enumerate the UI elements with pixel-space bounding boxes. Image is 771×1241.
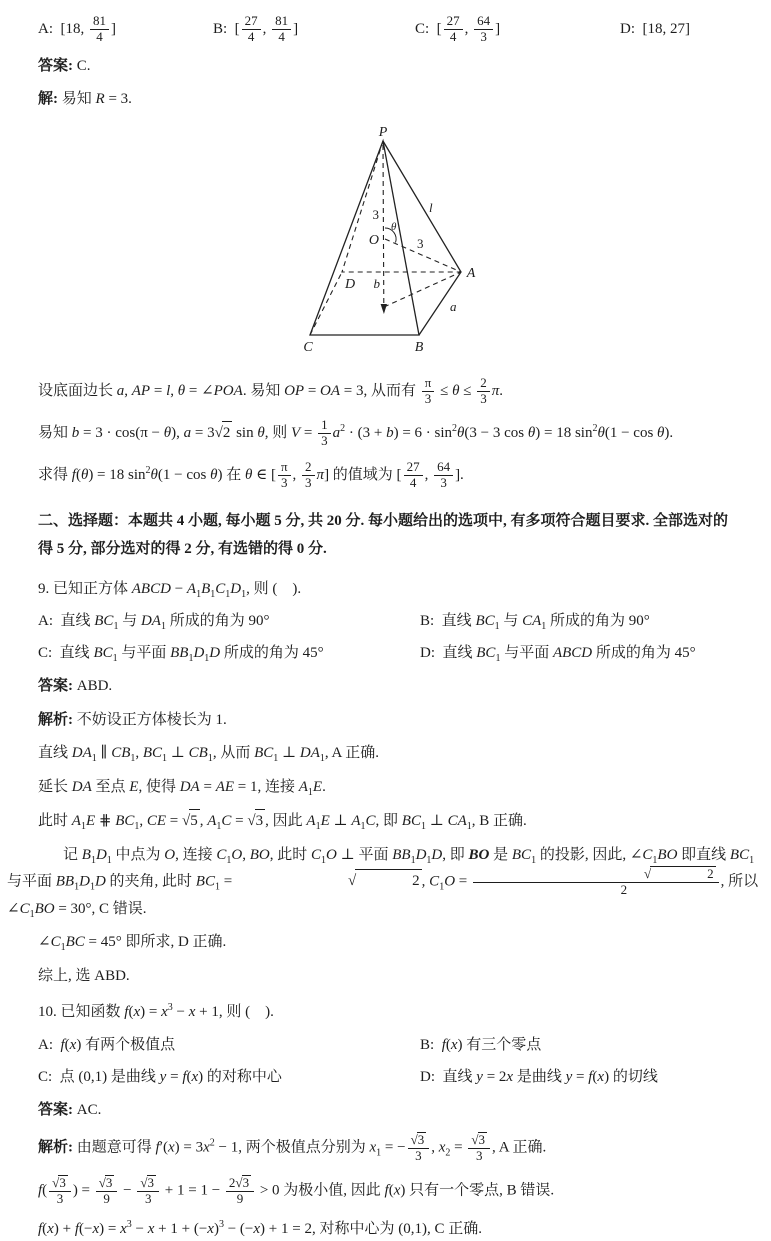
q9-answer: 答案: ABD. (38, 678, 113, 694)
q9-option-b: B: 直线 $BC_1$ 与 $CA_1$ 所成的角为 90° (420, 613, 650, 632)
figure-label-theta: θ (391, 220, 397, 233)
figure-label-a: a (450, 298, 457, 314)
q9-option-a: A: 直线 $BC_1$ 与 $DA_1$ 所成的角为 90° (38, 613, 270, 632)
pyramid-figure-svg (290, 122, 490, 359)
q9-line-d: $\angle C_1BC = 45^\circ$ 即所求, D 正确. (38, 934, 227, 954)
q10-option-b: B: f(x) 有三个零点 (420, 1036, 542, 1053)
q8-para2: 易知 b = 3 · cos(π − θ), a = 3√2 sin θ, 则 V = $\frac{1}{3}$ $a^2 \cdot (3 + b) = 6 \cdot \sin^2\theta(3 - 3$ cos θ) = 18 $\sin^2\theta(1 - \cos \theta)$. (38, 416, 674, 448)
pyramid-hidden-edge-pd-da (342, 141, 461, 272)
q9-option-c: C: 直线 $BC_1$ 与平面 $BB_1D_1D$ 所成的角为 45° (38, 645, 324, 664)
q10-option-c: C: 点 (0,1) 是曲线 y = f(x) 的对称中心 (38, 1068, 282, 1085)
q9-conclusion: 综上, 选 ABD. (38, 967, 130, 984)
q9-options-row-2 (38, 643, 733, 664)
figure-label-A: A (466, 265, 476, 281)
q9-line-c: 记 $B_1D_1$ 中点为 O, 连接 $C_1O$, BO, 此时 $C_1O$ ⊥ 平面 $BB_1D_1D$, 即 BO 是 $BC_1$ 的投影, 因此, $\angle C_1BO$ 即直线 $BC_1$ 与平面 $BB_1D_1D$ 的夹角, 此时 $BC_1$ = √ 2 , $C_1O$ = $\frac{√ 2}{2}$ , 所以 $\angle C_1BO = 30^\circ$, C 错误. (7, 846, 759, 920)
q8-solution-intro: 解: 易知 R = 3. (38, 91, 132, 108)
q10-line-c: $f(x) + f(-x) = x^3 - x + 1 + (-x)^3 - (-x) + 1 = 2$, 对称中心为 (0,1), C 正确. (38, 1219, 482, 1238)
pyramid-axis (383, 145, 384, 305)
figure-label-D: D (344, 276, 356, 292)
q8-options-row (38, 14, 733, 45)
figure-label-3-oa: 3 (417, 235, 424, 251)
q9-analysis-intro: 解析: 不妨设正方体棱长为 1. (38, 711, 227, 728)
q8-option-c: C: [ $\frac{27}{4}$ , $\frac{64}{3}$ ] (415, 13, 501, 44)
q9-stem: 9. 已知正方体 ABCD − $A_1B_1C_1D_1$, 则 ( ). (38, 580, 302, 600)
pyramid-solid-edges (310, 141, 419, 335)
q9-line-b: 此时 $A_1E$ ⋕ $BC_1$, CE = √5 , $A_1C = √3$ , 因此 $A_1E$ ⊥ $A_1C$, 即 $BC_1$ ⊥ $CA_1$, B 正确. (38, 809, 733, 833)
q10-options-row-2 (38, 1067, 733, 1088)
q8-option-d: D: [18, 27] (620, 20, 690, 37)
q10-options-row-1 (38, 1035, 733, 1056)
q10-line-b: f( $\frac{√3}{3}$ ) = $\frac{√3}{9}$ − $\frac{√3}{3}$ + 1 = 1 − $\frac{2√3}{9}$ > 0 为极小值, 因此 f(x) 只有一个零点, B 错误. (38, 1175, 555, 1207)
q9-option-d: D: 直线 $BC_1$ 与平面 ABCD 所成的角为 45° (420, 645, 696, 664)
q10-answer: 答案: AC. (38, 1101, 102, 1118)
axis-arrowhead (381, 304, 387, 314)
pyramid-hidden-edge-cd (310, 272, 342, 335)
figure-label-O: O (368, 232, 379, 248)
q9-line-a: 直线 $DA_1$ ∥ $CB_1$, $BC_1$ ⊥ $CB_1$, 从而 $BC_1$ ⊥ $DA_1$, A 正确. (38, 745, 380, 764)
q10-stem: 10. 已知函数 $f(x) = x^3 - x + 1$, 则 ( ). (38, 1002, 274, 1021)
section2-heading: 二、选择题：本题共 4 小题, 每小题 5 分, 共 20 分. 每小题给出的选项中, 有多项符合题目要求. 全部选对的得 5 分, 部分选对的得 2 分, 有选错的得 0 分. (38, 512, 729, 557)
q10-option-a: A: f(x) 有两个极值点 (38, 1036, 176, 1053)
figure-label-C: C (303, 339, 313, 355)
figure-label-l: l (429, 199, 433, 215)
q8-option-b: B: [ $\frac{27}{4}$ , $\frac{81}{4}$ ] (213, 13, 299, 44)
q9-options-row-1 (38, 611, 733, 632)
q8-option-a: A: [18, $\frac{81}{4}$ ] (38, 13, 116, 44)
figure-label-B: B (414, 339, 424, 355)
q10-option-d: D: 直线 y = 2x 是曲线 y = f(x) 的切线 (420, 1068, 658, 1085)
q8-para3: 求得 f(θ) = 18 $\sin^2\theta(1 - \cos \theta)$ 在 θ ∈ [ $\frac{\pi}{3}$ , $\frac{2}{3}$ π] 的值域为 [ $\frac{27}{4}$ , $\frac{64}{3}$ ]. (38, 458, 464, 490)
figure-label-b: b (373, 275, 380, 291)
q8-para1: 设底面边长 a, AP = l, θ = ∠POA. 易知 OP = OA = 3, 从而有 $\frac{\pi}{3}$ ≤ θ ≤ $\frac{2}{3}$ π. (38, 374, 503, 406)
figure-label-3-po: 3 (372, 206, 379, 222)
figure-label-P: P (378, 124, 388, 140)
q10-analysis-intro: 解析: 由题意可得 $f'(x) = 3x^2 - 1$, 两个极值点分别为 $x_1$ = − $\frac{√3}{3}$ , $x_2$ = $\frac{√3}{3}$ , A 正确. (38, 1132, 547, 1164)
q9-line-extend: 延长 DA 至点 E, 使得 DA = AE = 1, 连接 $A_1E$. (38, 778, 326, 798)
pyramid-figure (290, 122, 733, 364)
q8-answer: 答案: C. (38, 57, 91, 74)
